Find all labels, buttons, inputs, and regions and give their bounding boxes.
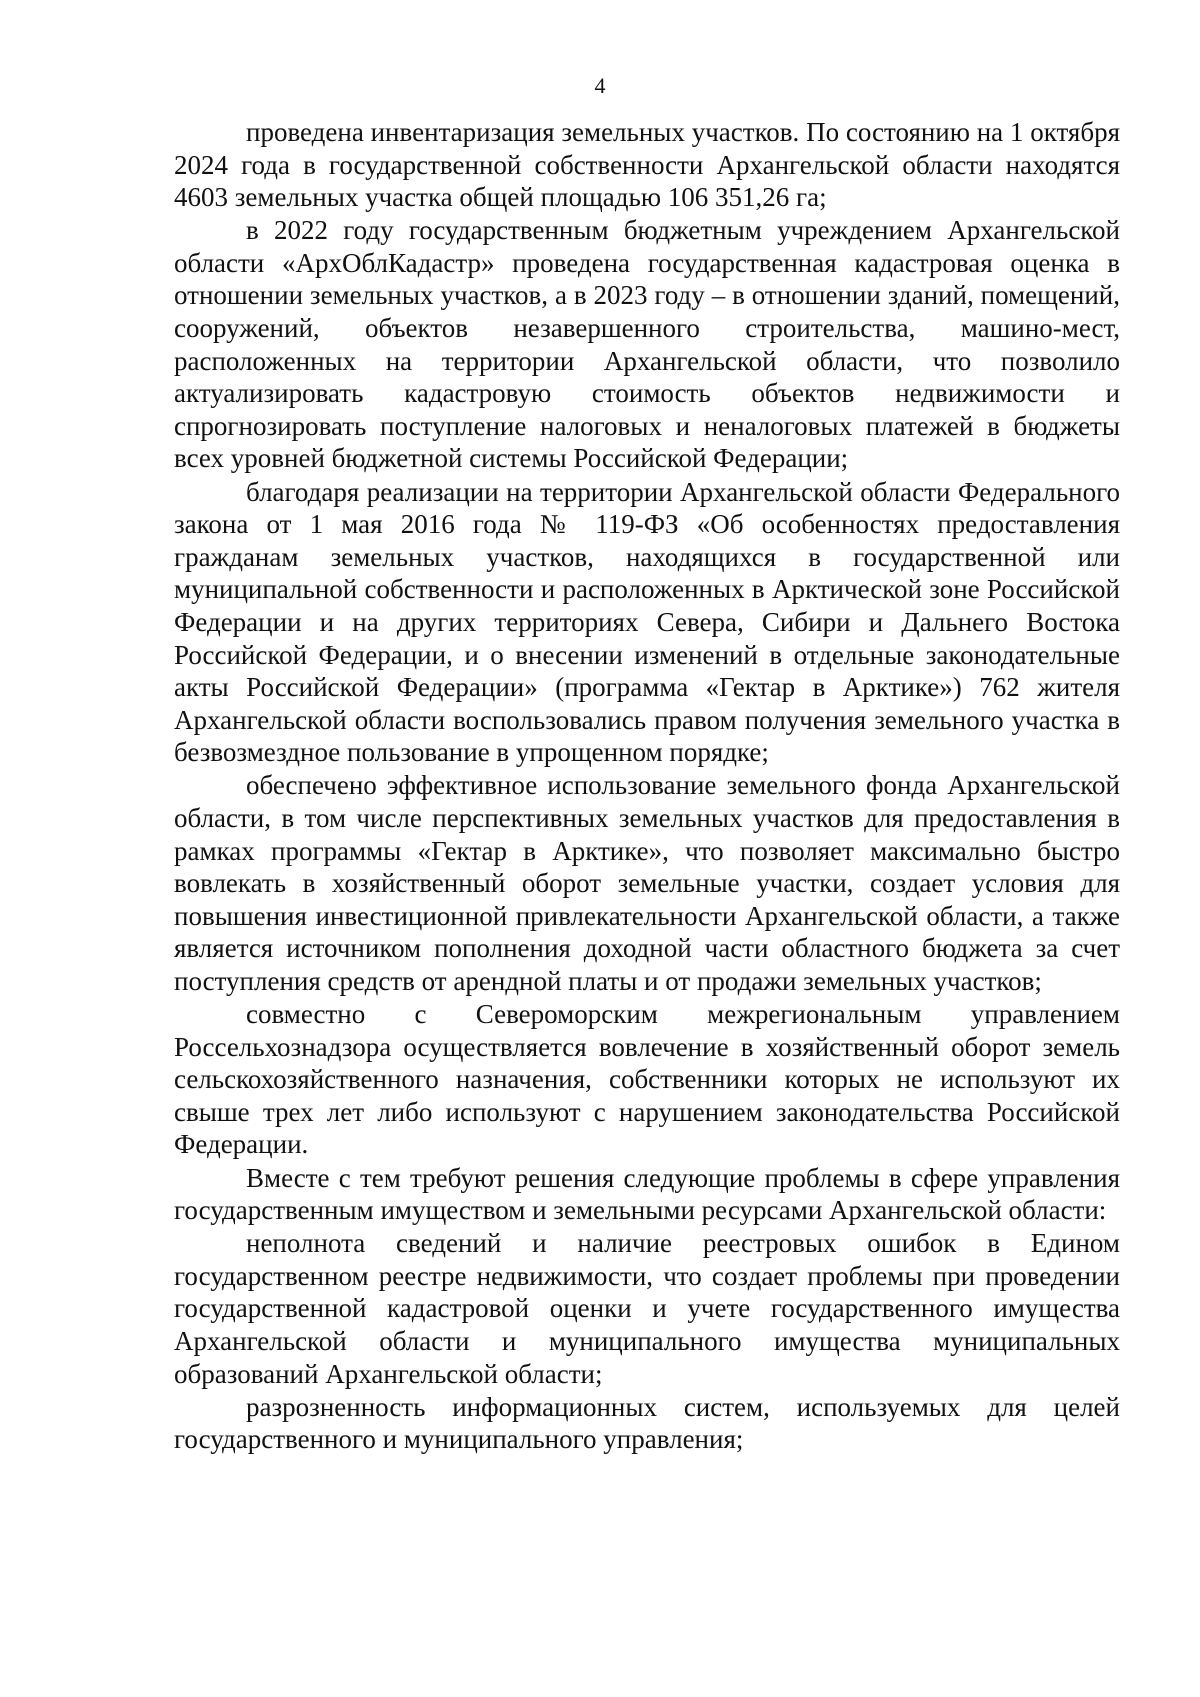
paragraph-cadastral-valuation: в 2022 году государственным бюджетным учреждением Архангельской области «АрхОблКадастр» проведена государственная кадастровая оценка в отношении земельных участков, а в 2023 году – в отношении зданий, помещений, сооружений, объектов незавершенного строительства, машино-мест, расположенных на территории Архангельской области, что позволило актуализировать кадастровую стоимость объектов недвижимости и спрогнозировать поступление налоговых и неналоговых платежей в бюджеты всех уровней бюджетной системы Российской Федерации; [174, 215, 1120, 474]
page-number: 4 [594, 73, 606, 98]
paragraph-land-inventory: проведена инвентаризация земельных участков. По состоянию на 1 октября 2024 года в государственной собственности Архангельской области находятся 4603 земельных участка общей площадью 106 351,26 га; [174, 117, 1120, 213]
paragraph-rosselkhoznadzor: совместно с Североморским межрегиональным управлением Россельхознадзора осуществляется вовлечение в хозяйственный оборот земель сельскохозяйственного назначения, собственники которых не используют их свыше трех лет либо используют с нарушением законодательства Российской Федерации. [174, 999, 1120, 1160]
paragraph-problems-intro: Вместе с тем требуют решения следующие проблемы в сфере управления государственным имуществом и земельными ресурсами Архангельской области: [174, 1162, 1120, 1226]
paragraph-information-systems: разрозненность информационных систем, используемых для целей государственного и муниципального управления; [174, 1391, 1120, 1455]
paragraph-registry-errors: неполнота сведений и наличие реестровых ошибок в Едином государственном реестре недвижимости, что создает проблемы при проведении государственной кадастровой оценки и учете государственного имущества Архангельской области и муниципального имущества муниципальных образований Архангельской области; [174, 1228, 1120, 1389]
paragraph-hectare-in-arctic-law: благодаря реализации на территории Архангельской области Федерального закона от 1 мая 2016 года № 119-ФЗ «Об особенностях предоставления гражданам земельных участков, находящихся в государственной или муниципальной собственности и расположенных в Арктической зоне Российской Федерации и на других территориях Севера, Сибири и Дальнего Востока Российской Федерации, и о внесении изменений в отдельные законодательные акты Российской Федерации» (программа «Гектар в Арктике») 762 жителя Архангельской области воспользовались правом получения земельного участка в безвозмездное пользование в упрощенном порядке; [174, 476, 1120, 768]
document-body [174, 116, 1120, 1456]
paragraph-land-fund-usage: обеспечено эффективное использование земельного фонда Архангельской области, в том числе перспективных земельных участков для предоставления в рамках программы «Гектар в Арктике», что позволяет максимально быстро вовлекать в хозяйственный оборот земельные участки, создает условия для повышения инвестиционной привлекательности Архангельской области, а также является источником пополнения доходной части областного бюджета за счет поступления средств от арендной платы и от продажи земельных участков; [174, 770, 1120, 996]
